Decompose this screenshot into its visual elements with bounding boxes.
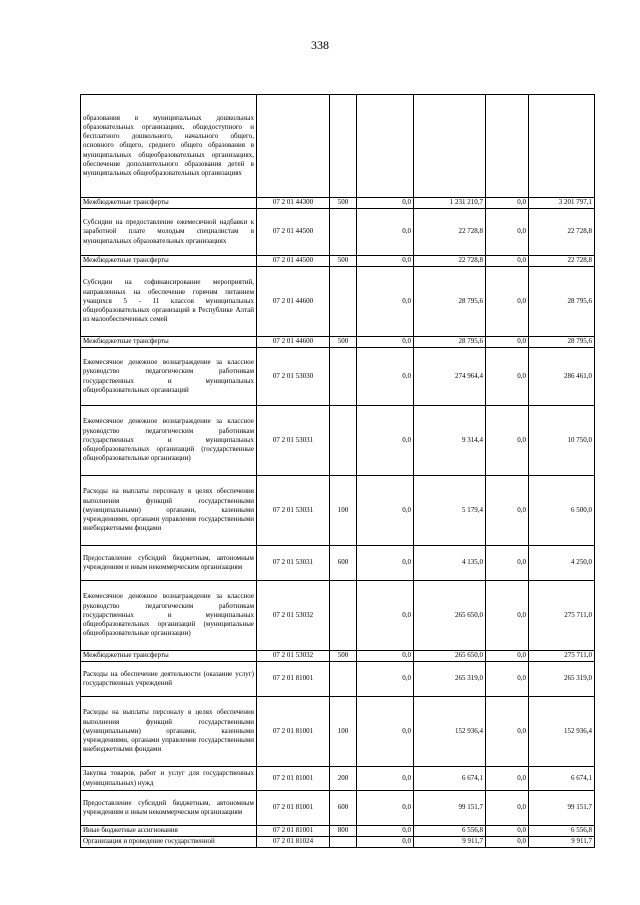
row-expense-type-cell — [330, 406, 357, 476]
table-row — [81, 209, 595, 256]
row-value-3-cell: 0,0 — [486, 348, 529, 406]
row-expense-type-cell: 800 — [330, 826, 357, 837]
table-row — [81, 651, 595, 662]
row-code-cell: 07 2 01 44600 — [257, 337, 330, 348]
row-value-3-cell: 0,0 — [486, 662, 529, 697]
row-code-cell: 07 2 01 81001 — [257, 791, 330, 826]
row-expense-type-cell: 200 — [330, 767, 357, 791]
row-value-1-cell: 0,0 — [357, 267, 414, 337]
row-value-4-cell: 99 151,7 — [529, 791, 595, 826]
page-number: 338 — [311, 38, 329, 52]
row-value-1-cell: 0,0 — [357, 406, 414, 476]
row-name-cell: Расходы на выплаты персоналу в целях обеспечения выполнения функций государственными (муниципальными) органами, казенными учреждениями, органами управления государственными внебюджетными фондами — [81, 697, 257, 767]
row-value-4-cell: 265 319,0 — [529, 662, 595, 697]
row-value-2-cell: 9 314,4 — [414, 406, 486, 476]
row-value-1-cell: 0,0 — [357, 791, 414, 826]
table-row — [81, 791, 595, 826]
row-value-3-cell: 0,0 — [486, 476, 529, 546]
row-name-cell: Ежемесячное денежное вознаграждение за классное руководство педагогическим работникам государственных и муниципальных общеобразовательных организаций — [81, 348, 257, 406]
row-code-cell: 07 2 01 81001 — [257, 697, 330, 767]
row-expense-type-cell: 500 — [330, 198, 357, 209]
row-value-1-cell: 0,0 — [357, 256, 414, 267]
row-expense-type-cell: 600 — [330, 546, 357, 581]
row-name-cell: Ежемесячное денежное вознаграждение за классное руководство педагогическим работникам государственных и муниципальных общеобразовательных организаций (муниципальные общеобразовательные организации) — [81, 581, 257, 651]
row-value-4-cell — [529, 95, 595, 198]
row-name-cell: Расходы на обеспечение деятельности (оказание услуг) государственных учреждений — [81, 662, 257, 697]
row-value-3-cell — [486, 95, 529, 198]
table-row — [81, 348, 595, 406]
table-row — [81, 337, 595, 348]
row-value-4-cell: 22 728,8 — [529, 256, 595, 267]
row-value-4-cell: 275 711,0 — [529, 581, 595, 651]
row-name-cell: Ежемесячное денежное вознаграждение за классное руководство педагогическим работникам государственных и муниципальных общеобразовательных организаций (государственные общеобразовательные организации) — [81, 406, 257, 476]
row-name-cell: Межбюджетные трансферты — [81, 256, 257, 267]
row-value-2-cell: 5 179,4 — [414, 476, 486, 546]
row-value-2-cell: 265 650,0 — [414, 651, 486, 662]
row-value-1-cell: 0,0 — [357, 546, 414, 581]
row-code-cell: 07 2 01 81024 — [257, 837, 330, 848]
row-value-4-cell: 6 556,8 — [529, 826, 595, 837]
row-value-2-cell: 265 319,0 — [414, 662, 486, 697]
row-name-cell: Закупка товаров, работ и услуг для государственных (муниципальных) нужд — [81, 767, 257, 791]
row-name-cell: Расходы на выплаты персоналу в целях обеспечения выполнения функций государственными (муниципальными) органами, казенными учреждениями, органами управления государственными внебюджетными фондами — [81, 476, 257, 546]
row-value-4-cell: 6 674,1 — [529, 767, 595, 791]
row-value-3-cell: 0,0 — [486, 767, 529, 791]
row-code-cell: 07 2 01 44500 — [257, 209, 330, 256]
row-value-1-cell: 0,0 — [357, 581, 414, 651]
row-name-cell: Межбюджетные трансферты — [81, 198, 257, 209]
row-expense-type-cell — [330, 662, 357, 697]
row-value-1-cell: 0,0 — [357, 651, 414, 662]
row-expense-type-cell: 500 — [330, 651, 357, 662]
table-row — [81, 826, 595, 837]
table-row — [81, 256, 595, 267]
row-value-1-cell — [357, 95, 414, 198]
row-value-4-cell: 28 795,6 — [529, 337, 595, 348]
row-value-3-cell: 0,0 — [486, 198, 529, 209]
row-value-2-cell: 22 728,8 — [414, 256, 486, 267]
row-value-2-cell: 1 231 210,7 — [414, 198, 486, 209]
row-value-4-cell: 275 711,0 — [529, 651, 595, 662]
row-value-4-cell: 22 728,8 — [529, 209, 595, 256]
row-expense-type-cell: 600 — [330, 791, 357, 826]
row-code-cell: 07 2 01 81001 — [257, 826, 330, 837]
budget-table — [80, 94, 595, 848]
row-value-3-cell: 0,0 — [486, 406, 529, 476]
row-name-cell: Предоставление субсидий бюджетным, автономным учреждениям и иным некоммерческим организациям — [81, 546, 257, 581]
row-name-cell: Межбюджетные трансферты — [81, 337, 257, 348]
table-row — [81, 546, 595, 581]
row-value-1-cell: 0,0 — [357, 209, 414, 256]
row-value-2-cell — [414, 95, 486, 198]
row-code-cell: 07 2 01 81001 — [257, 662, 330, 697]
row-code-cell: 07 2 01 44500 — [257, 256, 330, 267]
row-value-1-cell: 0,0 — [357, 826, 414, 837]
row-value-3-cell: 0,0 — [486, 581, 529, 651]
row-value-4-cell: 4 250,0 — [529, 546, 595, 581]
row-value-4-cell: 152 936,4 — [529, 697, 595, 767]
table-row — [81, 95, 595, 198]
row-expense-type-cell — [330, 348, 357, 406]
row-value-1-cell: 0,0 — [357, 767, 414, 791]
row-value-2-cell: 4 135,0 — [414, 546, 486, 581]
row-code-cell: 07 2 01 53032 — [257, 651, 330, 662]
row-value-2-cell: 6 556,8 — [414, 826, 486, 837]
row-value-3-cell: 0,0 — [486, 337, 529, 348]
row-value-4-cell: 6 500,0 — [529, 476, 595, 546]
table-row — [81, 476, 595, 546]
row-value-3-cell: 0,0 — [486, 256, 529, 267]
row-value-1-cell: 0,0 — [357, 476, 414, 546]
row-value-3-cell: 0,0 — [486, 697, 529, 767]
row-value-3-cell: 0,0 — [486, 651, 529, 662]
row-code-cell: 07 2 01 53031 — [257, 406, 330, 476]
row-value-2-cell: 28 795,6 — [414, 337, 486, 348]
table-row — [81, 697, 595, 767]
table-row — [81, 267, 595, 337]
row-value-1-cell: 0,0 — [357, 697, 414, 767]
row-value-4-cell: 3 201 797,1 — [529, 198, 595, 209]
row-value-2-cell: 274 964,4 — [414, 348, 486, 406]
row-code-cell — [257, 95, 330, 198]
row-name-cell: Иные бюджетные ассигнования — [81, 826, 257, 837]
row-expense-type-cell: 500 — [330, 337, 357, 348]
row-expense-type-cell — [330, 837, 357, 848]
row-name-cell: Субсидии на предоставление ежемесячной надбавки к заработной плате молодым специалистам в муниципальных образовательных организациях — [81, 209, 257, 256]
row-expense-type-cell — [330, 95, 357, 198]
row-value-3-cell: 0,0 — [486, 209, 529, 256]
row-name-cell: Межбюджетные трансферты — [81, 651, 257, 662]
row-value-3-cell: 0,0 — [486, 546, 529, 581]
row-code-cell: 07 2 01 53031 — [257, 546, 330, 581]
table-row — [81, 662, 595, 697]
row-value-3-cell: 0,0 — [486, 826, 529, 837]
row-name-cell: Субсидии на софинансирование мероприятий, направленных на обеспечение горячим питанием учащихся 5 - 11 классов муниципальных общеобразовательных организаций в Республике Алтай из малообеспеченных семей — [81, 267, 257, 337]
row-expense-type-cell — [330, 267, 357, 337]
row-value-4-cell: 9 911,7 — [529, 837, 595, 848]
row-expense-type-cell: 100 — [330, 476, 357, 546]
table-row — [81, 837, 595, 848]
row-code-cell: 07 2 01 53032 — [257, 581, 330, 651]
row-code-cell: 07 2 01 81001 — [257, 767, 330, 791]
row-value-3-cell: 0,0 — [486, 267, 529, 337]
row-name-cell: Организация и проведение государственной — [81, 837, 257, 848]
row-value-1-cell: 0,0 — [357, 662, 414, 697]
row-value-2-cell: 6 674,1 — [414, 767, 486, 791]
row-value-1-cell: 0,0 — [357, 837, 414, 848]
row-value-4-cell: 10 750,0 — [529, 406, 595, 476]
row-expense-type-cell — [330, 209, 357, 256]
row-expense-type-cell: 100 — [330, 697, 357, 767]
row-value-2-cell: 28 795,6 — [414, 267, 486, 337]
row-value-1-cell: 0,0 — [357, 348, 414, 406]
row-name-cell: образования в муниципальных дошкольных образовательных организациях, общедоступного и бесплатного дошкольного, начального общего, основного общего, среднего общего образования в муниципальных общеобразовательных организациях, обеспечение дополнительного образования детей в муниципальных общеобразовательных организациях — [81, 95, 257, 198]
row-code-cell: 07 2 01 53030 — [257, 348, 330, 406]
table-row — [81, 406, 595, 476]
row-value-4-cell: 286 461,0 — [529, 348, 595, 406]
row-expense-type-cell: 500 — [330, 256, 357, 267]
row-value-2-cell: 22 728,8 — [414, 209, 486, 256]
row-name-cell: Предоставление субсидий бюджетным, автономным учреждениям и иным некоммерческим организациям — [81, 791, 257, 826]
table-body — [81, 95, 595, 848]
row-value-2-cell: 152 936,4 — [414, 697, 486, 767]
row-value-2-cell: 99 151,7 — [414, 791, 486, 826]
row-value-2-cell: 265 650,0 — [414, 581, 486, 651]
row-value-4-cell: 28 795,6 — [529, 267, 595, 337]
row-value-1-cell: 0,0 — [357, 198, 414, 209]
row-code-cell: 07 2 01 53031 — [257, 476, 330, 546]
table-row — [81, 198, 595, 209]
row-value-1-cell: 0,0 — [357, 337, 414, 348]
row-value-3-cell: 0,0 — [486, 837, 529, 848]
row-expense-type-cell — [330, 581, 357, 651]
table-row — [81, 581, 595, 651]
row-value-2-cell: 9 911,7 — [414, 837, 486, 848]
row-code-cell: 07 2 01 44300 — [257, 198, 330, 209]
row-value-3-cell: 0,0 — [486, 791, 529, 826]
row-code-cell: 07 2 01 44600 — [257, 267, 330, 337]
table-row — [81, 767, 595, 791]
